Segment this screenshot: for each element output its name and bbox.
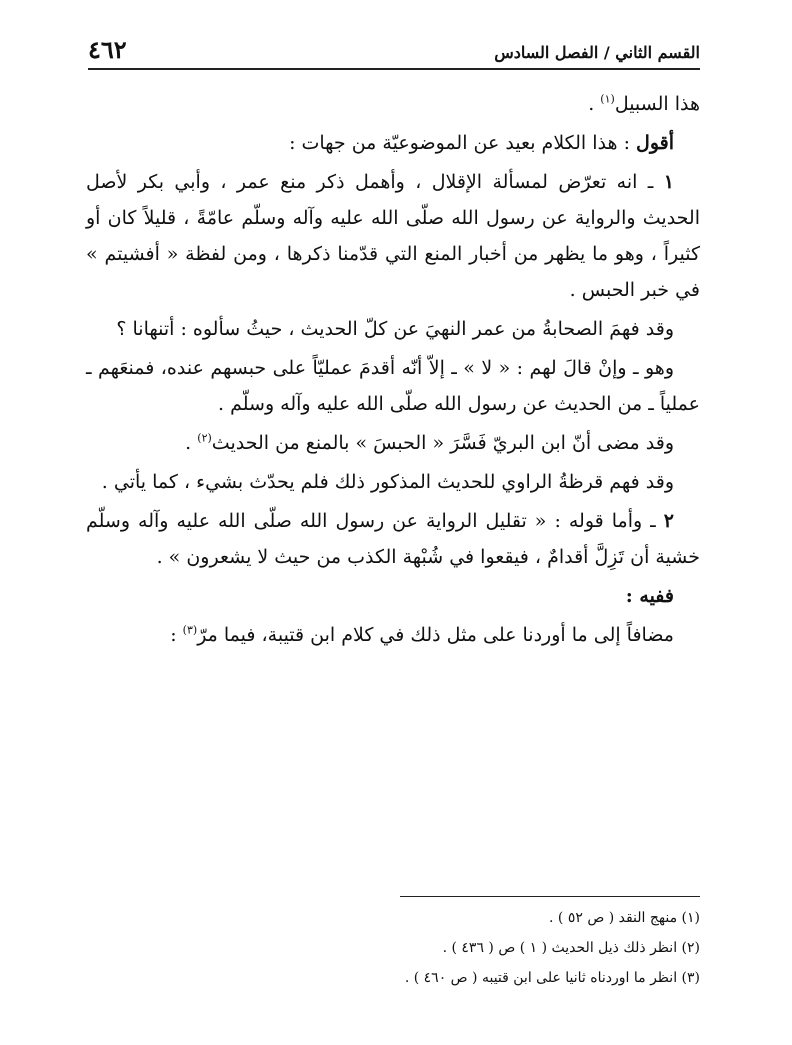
paragraph-end: : (170, 624, 183, 646)
page-number: ٤٦٢ (88, 35, 127, 64)
paragraph-text: وقد فهمَ الصحابةُ من عمر النهيَ عن كلّ الحديث ، حيثُ سألوه : أتنهانا ؟ (116, 318, 674, 340)
paragraph (86, 425, 700, 461)
paragraph (86, 617, 700, 653)
paragraph (86, 86, 700, 122)
footnotes (86, 903, 700, 993)
paragraph-text: : هذا الكلام بعيد عن الموضوعيّة من جهات : (289, 132, 637, 154)
paragraph (86, 464, 700, 500)
running-head: القسم الثاني / الفصل السادس (494, 43, 700, 62)
point-number: ٢ (663, 510, 674, 532)
header-rule (88, 68, 700, 70)
footnote-ref[interactable]: (٢) (197, 431, 212, 445)
point-number: ١ (663, 171, 674, 193)
paragraph-text: وهو ـ وإنْ قالَ لهم : « لا » ـ إلاّ أنّه أقدمَ عمليّاً على حبسهم عنده، فمنعَهم ـ عملياً ـ من الحديث عن رسول الله صلّى الله عليه وآله وسلّم . (86, 357, 700, 415)
footnote-ref[interactable]: (٣) (182, 623, 198, 637)
paragraph (86, 311, 700, 347)
footnote: (١) منهج النقد ( ص ٥٢ ) . (549, 910, 700, 926)
page-header (88, 30, 700, 64)
paragraph-end: . (588, 93, 601, 115)
paragraph (86, 350, 700, 422)
main-text (86, 86, 700, 656)
footnote-ref[interactable]: (١) (600, 92, 615, 106)
paragraph (86, 125, 700, 161)
footnote-rule (400, 896, 700, 897)
paragraph-text: وقد مضى أنّ ابن البريّ فَسَّرَ « الحبسَ » بالمنع من الحديث (211, 432, 674, 454)
paragraph (86, 578, 700, 614)
paragraph-text: وقد فهم قرظةُ الراوي للحديث المذكور ذلك فلم يحدّث بشيء ، كما يأتي . (101, 471, 674, 493)
paragraph-text: ـ وأما قوله : « تقليل الرواية عن رسول الله صلّى الله عليه وآله وسلّم خشية أن تَزِلَّ أقدامٌ ، فيقعوا في شُبْهة الكذب من حيث لا يشعرون » . (86, 510, 700, 568)
footnote: (٢) انظر ذلك ذيل الحديث ( ١ ) ص ( ٤٣٦ ) . (442, 940, 700, 956)
footnote: (٣) انظر ما اوردناه ثانيا على ابن قتيبه ( ص ٤٦٠ ) . (404, 970, 700, 986)
paragraph (86, 503, 700, 575)
paragraph-text: ففيه : (625, 585, 674, 607)
paragraph (86, 164, 700, 308)
paragraph-text: مضافاً إلى ما أوردنا على مثل ذلك في كلام ابن قتيبة، فيما مرّ (197, 624, 674, 646)
paragraph-end: . (185, 432, 198, 454)
paragraph-text: ـ انه تعرّض لمسألة الإقلال ، وأهمل ذكر منع عمر ، وأبي بكر لأصل الحديث والرواية عن رسول الله صلّى الله عليه وآله وسلّم عامّةً ، قليلاً كان أو كثيراً ، وهو ما يظهر من أخبار المنع التي قدّمنا ذكرها ، ومن لفظة « أفشيتم » في خبر الحبس . (86, 171, 700, 301)
paragraph-text: هذا السبيل (614, 93, 700, 115)
aqul-label: أقول (636, 132, 674, 154)
